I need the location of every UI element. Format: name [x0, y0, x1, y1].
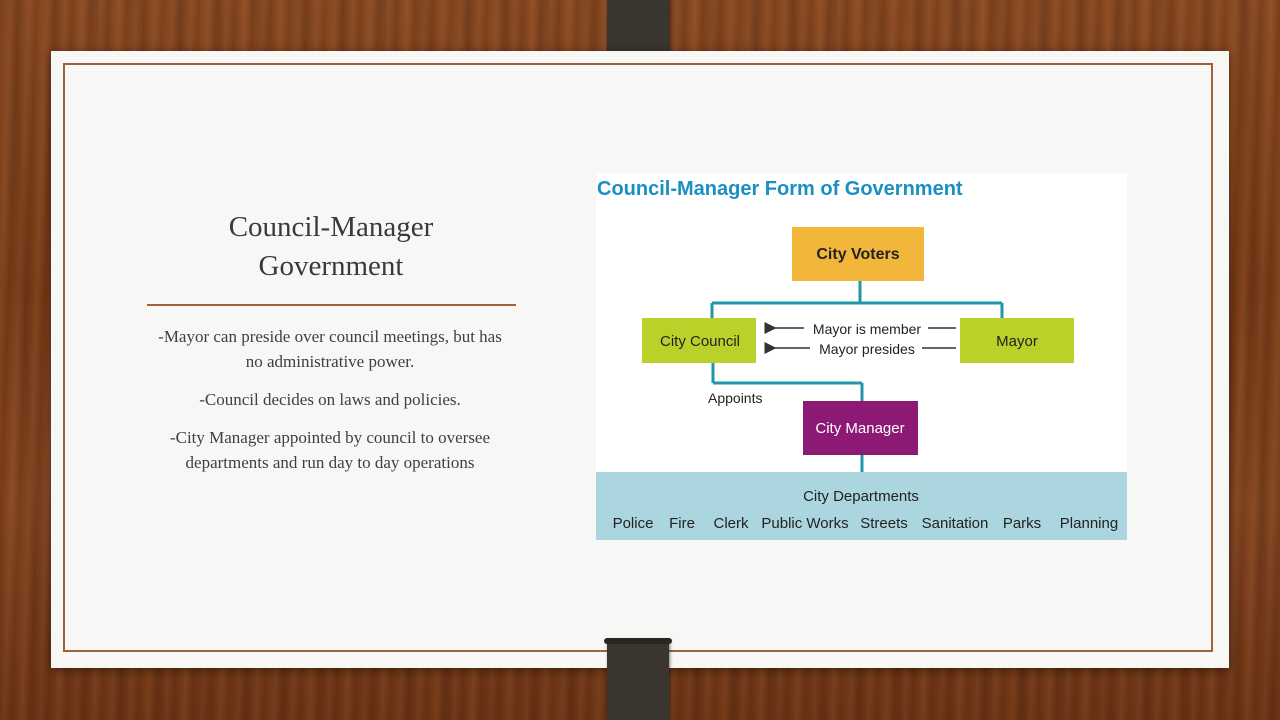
- dept-clerk: Clerk: [713, 515, 749, 532]
- bullet-manager: -City Manager appointed by council to oversee departments and run day to day operations: [169, 428, 491, 472]
- arrow-member-label: Mayor is member: [812, 321, 922, 337]
- dept-parks: Parks: [1002, 515, 1042, 532]
- bullet-council: -Council decides on laws and policies.: [199, 390, 461, 409]
- title-line-1: Council-Manager: [228, 211, 434, 243]
- org-chart: [596, 173, 1127, 540]
- arrow-presides-label: Mayor presides: [819, 341, 915, 357]
- diagram-title: Council-Manager Form of Government: [597, 178, 963, 200]
- appoints-label: Appoints: [708, 390, 763, 406]
- dept-public-works: Public Works: [761, 515, 849, 532]
- org-chart-svg: [596, 173, 1127, 540]
- dept-planning: Planning: [1059, 515, 1119, 532]
- title-line-2: Government: [258, 250, 404, 282]
- dept-fire: Fire: [669, 515, 695, 532]
- departments-title: City Departments: [803, 488, 919, 505]
- bottom-binder-strap: [607, 640, 669, 720]
- dept-police: Police: [612, 515, 654, 532]
- title-divider: [147, 304, 516, 306]
- bullet-mayor: -Mayor can preside over council meetings, but has no administrative power.: [158, 327, 502, 371]
- mayor-label: Mayor: [996, 333, 1038, 350]
- city-manager-label: City Manager: [815, 420, 905, 437]
- dept-sanitation: Sanitation: [921, 515, 989, 532]
- city-council-label: City Council: [659, 333, 741, 350]
- bullet-list: [150, 324, 510, 488]
- dept-streets: Streets: [860, 515, 908, 532]
- slide-title: [147, 208, 515, 286]
- city-voters-label: City Voters: [816, 246, 900, 263]
